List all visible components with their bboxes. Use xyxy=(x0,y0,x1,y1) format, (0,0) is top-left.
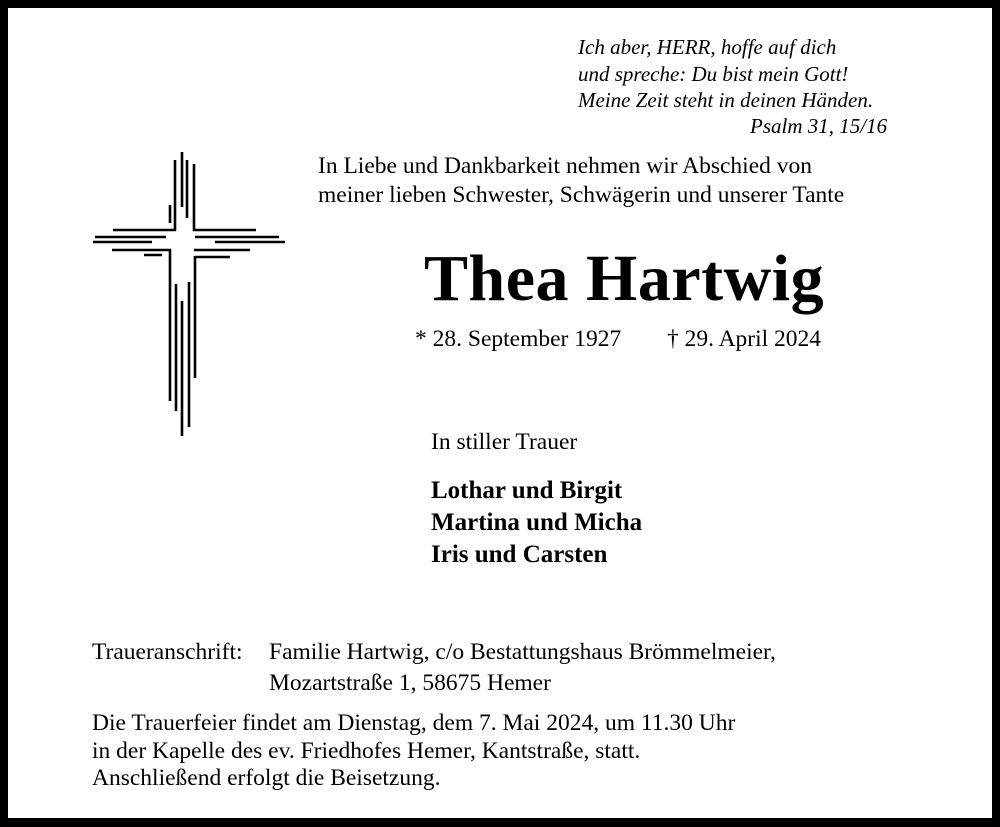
mourners-list xyxy=(431,475,642,571)
service-line: in der Kapelle des ev. Friedhofes Hemer, Kantstraße, statt. xyxy=(92,737,641,764)
deceased-name: Thea Hartwig xyxy=(424,242,825,315)
intro-line: In Liebe und Dankbarkeit nehmen wir Abschied von xyxy=(318,153,813,179)
obituary-notice xyxy=(8,8,992,818)
psalm-line: Meine Zeit steht in deinen Händen. xyxy=(578,88,874,112)
psalm-reference: Psalm 31, 15/16 xyxy=(750,114,888,138)
address-line-2: Mozartstraße 1, 58675 Hemer xyxy=(269,670,551,696)
mourner-name: Lothar und Birgit xyxy=(431,477,623,504)
mourner-name: Martina und Micha xyxy=(431,509,643,536)
intro-text xyxy=(318,152,844,210)
address-line-1: Familie Hartwig, c/o Bestattungshaus Brömmelmeier, xyxy=(269,639,776,665)
psalm-line: und spreche: Du bist mein Gott! xyxy=(578,61,849,86)
birth-date: * 28. September 1927 xyxy=(415,326,622,352)
psalm-line: Ich aber, HERR, hoffe auf dich xyxy=(578,35,837,59)
service-line: Anschließend erfolgt die Beisetzung. xyxy=(92,765,441,791)
service-line: Die Trauerfeier findet am Dienstag, dem 7. Mai 2024, um 11.30 Uhr xyxy=(92,710,736,736)
intro-line: meiner lieben Schwester, Schwägerin und unserer Tante xyxy=(318,182,845,208)
service-info xyxy=(92,710,735,793)
death-date: † 29. April 2024 xyxy=(667,326,822,352)
mourners-heading: In stiller Trauer xyxy=(431,429,578,455)
address-label: Traueranschrift: xyxy=(92,639,243,665)
mourner-name: Iris und Carsten xyxy=(431,541,608,568)
